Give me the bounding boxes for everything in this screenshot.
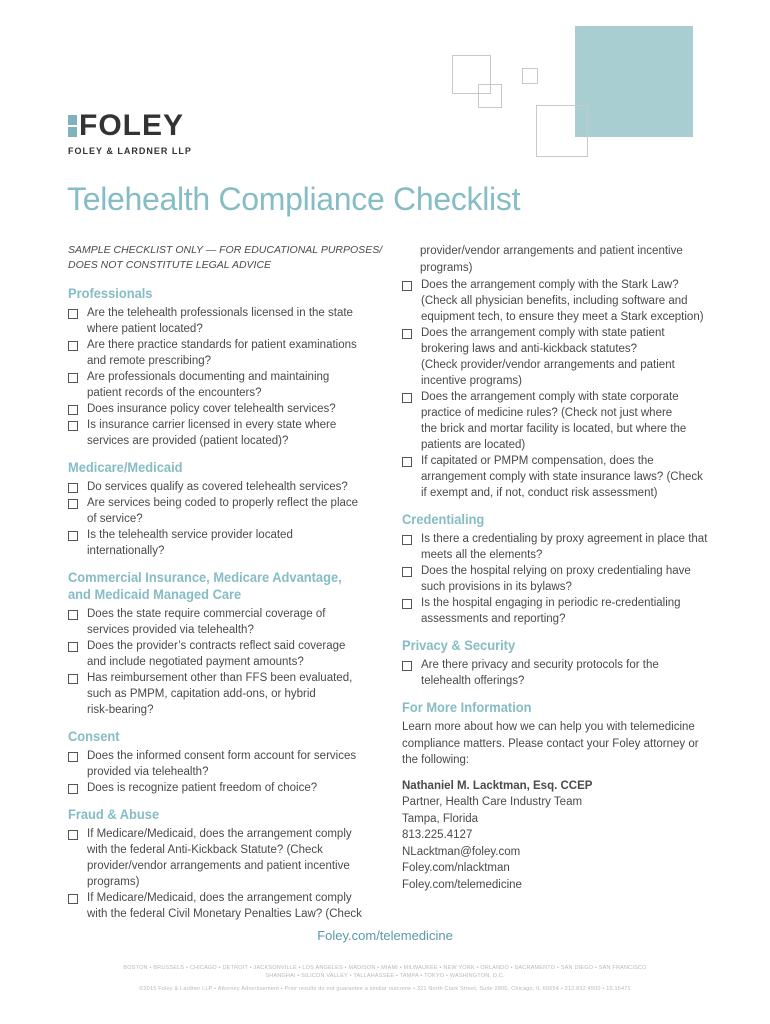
checklist-item-line: if exempt and, if not, conduct risk assessment)	[421, 487, 658, 499]
checklist-item	[68, 337, 386, 369]
checkbox-icon[interactable]	[402, 599, 412, 609]
checkbox-icon[interactable]	[402, 661, 412, 671]
checklist-item-line: services are provided (patient located)?	[87, 435, 289, 447]
checklist-item	[68, 638, 386, 670]
checklist-item	[68, 401, 386, 417]
footer-url-link[interactable]: Foley.com/telemedicine	[317, 928, 453, 943]
checklist-item	[402, 531, 722, 563]
checklist-item-line: of service?	[87, 513, 143, 525]
decorative-outline-square	[522, 68, 538, 84]
checklist-item-text	[421, 389, 722, 453]
section-commercial-insurance	[68, 569, 386, 718]
checklist-item	[402, 563, 722, 595]
continued-text: provider/vendor arrangements and patient incentive	[420, 245, 683, 257]
checklist-item-line: patient records of the encounters?	[87, 387, 262, 399]
checklist	[68, 826, 386, 922]
checklist	[402, 277, 722, 501]
checklist-item-line: Are professionals documenting and maintaining	[87, 371, 330, 383]
contact-location: Tampa, Florida	[402, 812, 479, 825]
contact-telemedicine-link[interactable]: Foley.com/telemedicine	[402, 878, 522, 891]
checklist-item-line: Are there practice standards for patient examinations	[87, 339, 357, 351]
foley-logo	[68, 109, 192, 156]
checklist-item-text	[87, 337, 386, 369]
checklist-item	[68, 606, 386, 638]
checklist-item-line: (Check provider/vendor arrangements and patient	[421, 359, 675, 371]
checklist-item-line: patients are located)	[421, 439, 526, 451]
checklist-item-line: Are the telehealth professionals licensed in the state	[87, 307, 353, 319]
checklist-item-text	[87, 780, 386, 796]
section-fraud-abuse	[68, 806, 386, 922]
checkbox-icon[interactable]	[68, 421, 78, 431]
checklist-item-line: such as PMPM, capitation add-ons, or hybrid	[87, 688, 316, 700]
section-heading: Fraud & Abuse	[68, 806, 160, 822]
checkbox-icon[interactable]	[68, 610, 78, 620]
checkbox-icon[interactable]	[402, 457, 412, 467]
checklist-item	[68, 748, 386, 780]
checklist-item-line: with the federal Civil Monetary Penalties Law? (Check	[87, 908, 362, 920]
checklist-item-line: Does the state require commercial coverage of	[87, 608, 326, 620]
checkbox-icon[interactable]	[68, 483, 78, 493]
checklist-item	[68, 826, 386, 890]
checklist-item-line: Are there privacy and security protocols for the	[421, 659, 659, 671]
checklist-item-text	[421, 657, 722, 689]
checklist-item-line: brokering laws and anti-kickback statutes?	[421, 343, 638, 355]
footer-cities-line: BOSTON • BRUSSELS • CHICAGO • DETROIT • JACKSONVILLE • LOS ANGELES • MADISON • MIAMI • MILWAUKEE • NEW YORK • ORLANDO • SACRAMENTO • SAN DIEGO • SAN FRANCISCO	[123, 965, 647, 971]
checklist-item-line: where patient located?	[87, 323, 203, 335]
checkbox-icon[interactable]	[68, 830, 78, 840]
decorative-outline-square	[478, 84, 502, 108]
checklist-item	[68, 495, 386, 527]
checklist-item-line: If capitated or PMPM compensation, does the	[421, 455, 654, 467]
page-title: Telehealth Compliance Checklist	[67, 181, 521, 217]
checklist-item-line: arrangement comply with state insurance laws? (Check	[421, 471, 703, 483]
checklist-item-line: provider/vendor arrangements and patient incentive	[87, 860, 350, 872]
logo-wordmark: FOLEY	[79, 109, 185, 142]
disclaimer	[68, 243, 386, 273]
checklist-item-line: If Medicare/Medicaid, does the arrangement comply	[87, 892, 352, 904]
checklist-item-line: Does the provider’s contracts reflect said coverage	[87, 640, 346, 652]
checklist-item-text	[421, 531, 722, 563]
checklist-item	[402, 277, 722, 325]
checklist-item-line: practice of medicine rules? (Check not just where	[421, 407, 673, 419]
decorative-teal-square	[575, 26, 693, 137]
checklist-item-line: Does the informed consent form account for services	[87, 750, 357, 762]
checkbox-icon[interactable]	[68, 405, 78, 415]
checklist-item-line: Do services qualify as covered telehealth services?	[87, 481, 348, 493]
checklist-item-line: risk-bearing?	[87, 704, 154, 716]
checkbox-icon[interactable]	[68, 373, 78, 383]
checklist-item-line: (Check all physician benefits, including software and	[421, 295, 688, 307]
checklist-item-text	[421, 325, 722, 389]
contact-profile-link[interactable]: Foley.com/nlacktman	[402, 862, 510, 874]
section-medicare-medicaid	[68, 459, 386, 559]
checklist-item-text	[87, 527, 386, 559]
checklist	[402, 657, 722, 689]
checklist-item	[402, 657, 722, 689]
checklist-item-text	[87, 417, 386, 449]
checklist	[68, 748, 386, 796]
checkbox-icon[interactable]	[68, 784, 78, 794]
contact-card	[402, 778, 722, 894]
checklist-item-line: Is the hospital engaging in periodic re-credentialing	[421, 597, 681, 609]
checklist-item-text	[87, 826, 386, 890]
checklist-item-line: programs)	[87, 876, 140, 888]
info-line: Learn more about how we can help you with telemedicine	[402, 721, 695, 733]
checklist	[68, 606, 386, 718]
checklist	[68, 479, 386, 559]
logo-mark-icon	[68, 115, 77, 137]
footer-legal-notice: ©2015 Foley & Lardner LLP • Attorney Advertisement • Prior results do not guarantee a similar outcome • 321 North Clark Street, Suite 2800, Chicago, IL 60654 • 312.832.4500 • 15.15471	[139, 986, 631, 992]
checklist-item-text	[87, 479, 386, 495]
disclaimer-line: DOES NOT CONSTITUTE LEGAL ADVICE	[68, 259, 272, 271]
continued-text: programs)	[420, 262, 473, 274]
checklist-item	[68, 369, 386, 401]
section-heading-line: Commercial Insurance, Medicare Advantage,	[68, 569, 342, 585]
checklist-item-text	[87, 670, 386, 718]
checklist-item-line: Does the arrangement comply with the Stark Law?	[421, 279, 679, 291]
checklist-item-text	[87, 890, 386, 922]
checkbox-icon[interactable]	[68, 341, 78, 351]
section-heading: Professionals	[68, 285, 153, 301]
checkbox-icon[interactable]	[68, 531, 78, 541]
footer-office-locations	[100, 964, 670, 980]
section-heading	[68, 569, 361, 603]
section-heading: Consent	[68, 728, 120, 744]
checklist-item-text	[421, 453, 722, 501]
checklist-item-text	[421, 277, 722, 325]
checklist-item	[68, 417, 386, 449]
checklist-item	[68, 890, 386, 922]
checklist-item-line: services provided via telehealth?	[87, 624, 254, 636]
contact-phone[interactable]: 813.225.4127	[402, 829, 473, 841]
checklist-item-line: equipment tech, to ensure they meet a Stark exception)	[421, 311, 704, 323]
section-privacy-security	[402, 637, 722, 689]
section-heading: Privacy & Security	[402, 637, 516, 653]
section-fraud-abuse-continued	[402, 243, 722, 501]
checklist-item-line: Does the arrangement comply with state corporate	[421, 391, 679, 403]
checklist-item	[402, 325, 722, 389]
checklist-item-line: Is there a credentialing by proxy agreement in place that	[421, 533, 708, 545]
checkbox-icon[interactable]	[402, 329, 412, 339]
contact-title: Partner, Health Care Industry Team	[402, 796, 583, 808]
checklist	[68, 305, 386, 449]
checkbox-icon[interactable]	[68, 642, 78, 652]
checklist-item-text	[87, 495, 386, 527]
checkbox-icon[interactable]	[68, 309, 78, 319]
checkbox-icon[interactable]	[68, 752, 78, 762]
checklist-item-line: assessments and reporting?	[421, 613, 566, 625]
decorative-outline-square	[536, 105, 588, 157]
checkbox-icon[interactable]	[402, 393, 412, 403]
checklist-item-text	[87, 369, 386, 401]
checklist-item-line: Are services being coded to properly reflect the place	[87, 497, 359, 509]
checklist-item-line: telehealth offerings?	[421, 675, 525, 687]
checklist-item-text	[87, 401, 386, 417]
checklist-item-line: If Medicare/Medicaid, does the arrangement comply	[87, 828, 352, 840]
checklist-item	[68, 670, 386, 718]
checklist-item-text	[87, 748, 386, 780]
info-line: the following:	[402, 754, 470, 766]
checklist-item-line: provided via telehealth?	[87, 766, 209, 778]
checklist-item-line: Does the arrangement comply with state patient	[421, 327, 665, 339]
checklist-item-line: Is insurance carrier licensed in every state where	[87, 419, 337, 431]
checklist-item	[68, 305, 386, 337]
section-heading-line: and Medicaid Managed Care	[68, 586, 242, 602]
checklist-item	[402, 595, 722, 627]
checklist-item-line: Has reimbursement other than FFS been evaluated,	[87, 672, 353, 684]
checklist-item-line: internationally?	[87, 545, 165, 557]
checklist-item-line: Does the hospital relying on proxy credentialing have	[421, 565, 691, 577]
checkbox-icon[interactable]	[402, 535, 412, 545]
checklist-item-line: Is the telehealth service provider located	[87, 529, 293, 541]
checklist-item-text	[87, 606, 386, 638]
checklist-item	[68, 479, 386, 495]
section-professionals	[68, 285, 386, 449]
checklist-item-line: Does is recognize patient freedom of choice?	[87, 782, 318, 794]
section-consent	[68, 728, 386, 796]
checklist-item-line: the brick and mortar facility is located, but where the	[421, 423, 687, 435]
info-line: compliance matters. Please contact your Foley attorney or	[402, 737, 699, 750]
checkbox-icon[interactable]	[402, 281, 412, 291]
checklist-item-text	[87, 305, 386, 337]
checklist-item-line: Does insurance policy cover telehealth services?	[87, 403, 336, 415]
checklist-item	[402, 453, 722, 501]
section-more-information	[402, 699, 722, 893]
checklist-item-line: meets all the elements?	[421, 549, 543, 561]
checklist-item-line: and include negotiated payment amounts?	[87, 656, 304, 668]
checklist-item	[402, 389, 722, 453]
checklist-item-line: and remote prescribing?	[87, 355, 212, 367]
contact-email-link[interactable]: NLacktman@foley.com	[402, 845, 521, 858]
checklist-item-line: incentive programs)	[421, 375, 522, 387]
footer-cities-line: SHANGHAI • SILICON VALLEY • TALLAHASSEE • TAMPA • TOKYO • WASHINGTON, D.C.	[265, 973, 505, 979]
section-heading: Credentialing	[402, 511, 485, 527]
checklist-item-text	[421, 595, 722, 627]
checkbox-icon[interactable]	[68, 894, 78, 904]
checklist	[402, 531, 722, 627]
contact-name: Nathaniel M. Lacktman, Esq. CCEP	[402, 779, 593, 792]
checklist-item-line: with the federal Anti-Kickback Statute? (Check	[87, 844, 323, 856]
checklist-item-line: such provisions in its bylaws?	[421, 581, 572, 593]
section-credentialing	[402, 511, 722, 627]
checklist-item	[68, 527, 386, 559]
info-paragraph	[402, 719, 722, 769]
section-heading: Medicare/Medicaid	[68, 459, 183, 475]
checkbox-icon[interactable]	[68, 499, 78, 509]
section-heading: For More Information	[402, 699, 532, 715]
disclaimer-line: SAMPLE CHECKLIST ONLY — FOR EDUCATIONAL PURPOSES/	[68, 244, 383, 256]
right-column	[402, 243, 722, 903]
checklist-item-text	[421, 563, 722, 595]
checkbox-icon[interactable]	[402, 567, 412, 577]
checklist-item-text	[87, 638, 386, 670]
logo-firm-name: FOLEY & LARDNER LLP	[68, 146, 192, 156]
left-column	[68, 243, 386, 932]
checkbox-icon[interactable]	[68, 674, 78, 684]
checklist-item	[68, 780, 386, 796]
